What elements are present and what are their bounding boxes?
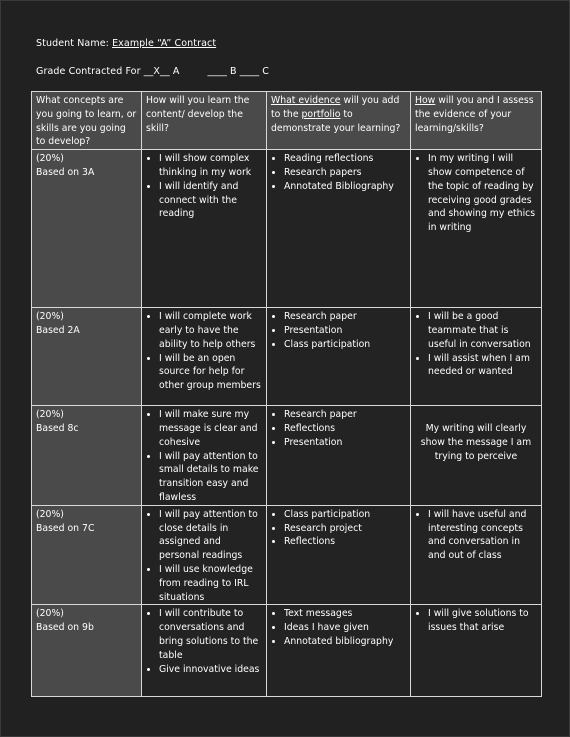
grade-contracted-line: Grade Contracted For __X__ A ____ B ____ C [36,66,270,77]
header-evidence [267,92,411,150]
percent-label: (20%) [36,508,64,520]
concept-cell [32,605,142,697]
list-item: • Class participation [284,508,406,522]
assess-text: My writing will clearly show the message I am trying to perceive [420,423,532,462]
learn-cell [142,150,267,308]
percent-label: (20%) [36,311,64,323]
table-row [32,605,542,697]
assess-cell [411,605,542,697]
assess-cell [411,150,542,308]
header-evidence-b: to demonstrate your learning? [271,108,401,134]
concept-cell [32,406,142,506]
list-item: • I will give solutions to issues that arise [428,607,537,635]
list-item: • Annotated bibliography [284,635,406,649]
list-item: • Research paper [284,310,406,324]
learn-cell [142,505,267,605]
list-item: • Research papers [284,166,406,180]
learn-cell [142,406,267,506]
header-evidence-a: will you add to the [271,95,400,120]
list-item: • Ideas I have given [284,621,406,635]
header-evidence-u1: What evidence [271,95,341,106]
list-item: • In my writing I will show competence of the topic of reading by receiving good grades and showing my ethics in writing [428,152,537,235]
list-item: • Research project [284,522,406,536]
list-item: • I will pay attention to close details in assigned and personal readings [159,508,262,563]
percent-label: (20%) [36,153,64,165]
concept-cell [32,150,142,308]
list-item: • Annotated Bibliography [284,180,406,194]
evidence-cell [267,406,411,506]
header-assess-rest: will you and I assess the evidence of your learning/skills? [415,95,534,134]
list-item: • I will be an open source for help for other group members [159,352,262,393]
evidence-cell [267,505,411,605]
list-item: • Presentation [284,324,406,338]
list-item: • Research paper [284,408,406,422]
basis-label: Based on 9b [36,622,94,634]
list-item: • I will be a good teammate that is useful in conversation [428,310,537,351]
list-item: • I will identify and connect with the reading [159,180,262,221]
list-item: • I will show complex thinking in my work [159,152,262,180]
header-assess [411,92,542,150]
list-item: • Text messages [284,607,406,621]
student-name-line [36,38,216,49]
list-item: • I will assist when I am needed or wanted [428,352,537,380]
evidence-cell [267,150,411,308]
learn-cell [142,605,267,697]
basis-label: Based on 7C [36,522,95,534]
contract-table [31,91,542,697]
list-item: • I will use knowledge from reading to IRL situations [159,563,262,604]
list-item: • Class participation [284,338,406,352]
assess-cell [411,505,542,605]
evidence-cell [267,605,411,697]
learn-cell [142,308,267,406]
table-row [32,406,542,506]
percent-label: (20%) [36,608,64,620]
header-row [32,92,542,150]
concept-cell [32,505,142,605]
header-concepts: What concepts are you going to learn, or skills are you going to develop? [32,92,142,150]
list-item: • Give innovative ideas [159,663,262,677]
student-name-value: Example “A” Contract [112,38,217,49]
table-row [32,505,542,605]
assess-cell [411,406,542,506]
evidence-cell [267,308,411,406]
percent-label: (20%) [36,409,64,421]
basis-label: Based on 3A [36,166,95,178]
list-item: • I will complete work early to have the ability to help others [159,310,262,351]
concept-cell [32,308,142,406]
list-item: • I will pay attention to small details to make transition easy and flawless [159,450,262,505]
table-row [32,308,542,406]
list-item: • Presentation [284,436,406,450]
basis-label: Based 2A [36,324,80,336]
list-item: • I will have useful and interesting concepts and conversation in and out of class [428,508,537,563]
list-item: • I will contribute to conversations and bring solutions to the table [159,607,262,662]
header-how-learn: How will you learn the content/ develop the skill? [142,92,267,150]
header-evidence-u2: portfolio [301,108,341,120]
list-item: • Reflections [284,535,406,549]
assess-cell [411,308,542,406]
header-assess-u: How [415,95,436,106]
table-row [32,150,542,308]
basis-label: Based 8c [36,422,79,434]
list-item: • Reflections [284,422,406,436]
list-item: • Reading reflections [284,152,406,166]
student-name-label: Student Name: [36,38,109,49]
list-item: • I will make sure my message is clear and cohesive [159,408,262,449]
